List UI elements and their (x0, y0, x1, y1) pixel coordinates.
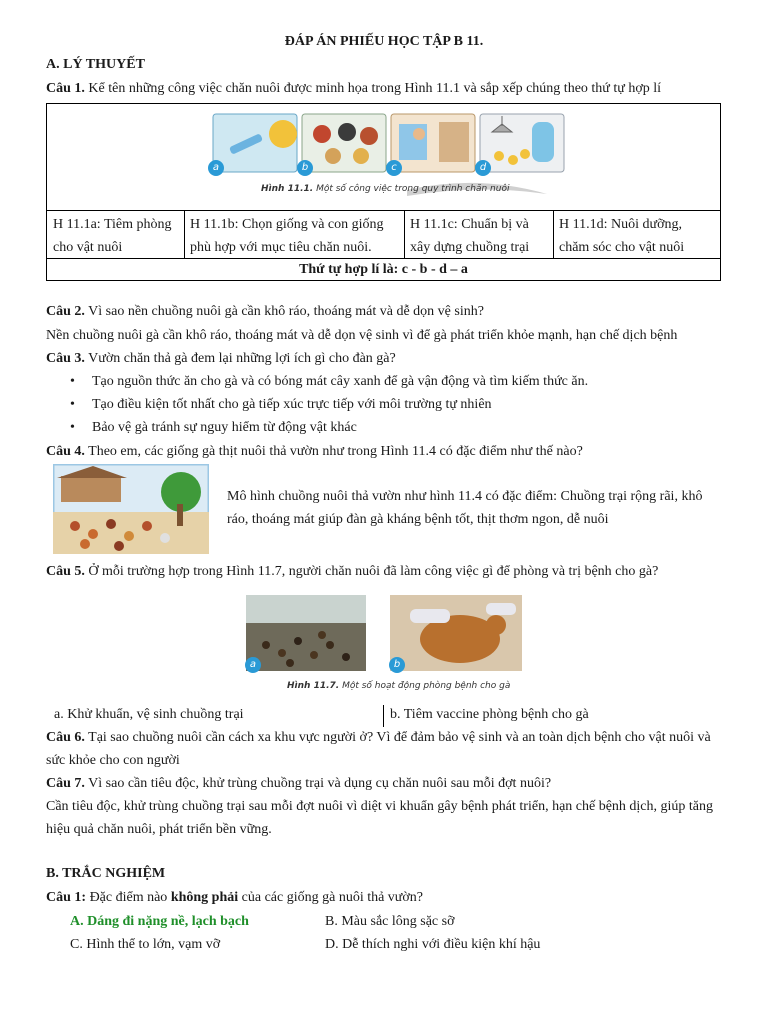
question-4-label: Câu 4. (46, 444, 85, 459)
badge-a: a (208, 160, 224, 176)
badge-a: a (245, 657, 261, 673)
question-7 (46, 772, 726, 795)
question-2-text: Vì sao nền chuồng nuôi gà cần khô ráo, thoáng mát và dễ dọn vệ sinh? (84, 304, 484, 319)
question-7-text: Vì sao cần tiêu độc, khử trùng chuồng trại và dụng cụ chăn nuôi sau mỗi đợt nuôi? (84, 776, 552, 791)
question-5 (46, 560, 726, 583)
question-1-text: Kể tên những công việc chăn nuôi được minh họa trong Hình 11.1 và sắp xếp chúng theo thứ tự hợp lí (84, 81, 662, 96)
option-b[interactable]: B. Màu sắc lông sặc sỡ (325, 914, 455, 929)
option-a-correct[interactable]: A. Dáng đi nặng nề, lạch bạch (70, 914, 249, 929)
question-3-text: Vườn chăn thả gà đem lại những lợi ích gì cho đàn gà? (84, 351, 396, 366)
figure-11-1 (47, 104, 720, 211)
question-1-label: Câu 1. (46, 81, 85, 96)
option-c[interactable]: C. Hình thể to lớn, vạm vỡ (70, 937, 221, 952)
mc-question-1 (46, 886, 726, 909)
question-3-label: Câu 3. (46, 351, 85, 366)
table-cell-a: H 11.1a: Tiêm phòng cho vật nuôi (53, 217, 172, 255)
answer-divider (383, 705, 384, 727)
question-7-answer: Cần tiêu độc, khử trùng chuồng trại sau mỗi đợt nuôi vì diệt vi khuẩn gây bệnh phát triển, hạn chế bệnh dịch, giúp tăng hiệu quả chăn nuôi, phát triển bền vững. (46, 799, 714, 837)
question-7-label: Câu 7. (46, 776, 85, 791)
badge-c: c (386, 160, 402, 176)
question-1 (46, 77, 726, 100)
question-2 (46, 300, 726, 323)
list-item: • Tạo điều kiện tốt nhất cho gà tiếp xúc trực tiếp với môi trường tự nhiên (70, 393, 588, 416)
option-d[interactable]: D. Dễ thích nghi với điều kiện khí hậu (325, 937, 541, 952)
question-6-label: Câu 6. (46, 730, 85, 745)
answer-table (46, 103, 721, 281)
figure-11-1-caption-label: Hình 11.1. (261, 184, 314, 194)
question-6-text: Tại sao chuồng nuôi cần cách xa khu vực người ở? Vì để đảm bảo vệ sinh và an toàn dịch bệnh cho vật nuôi và sức khỏe cho con người (46, 730, 711, 768)
section-a-heading: A. LÝ THUYẾT (46, 57, 145, 72)
table-cell-c: H 11.1c: Chuẩn bị và xây dựng chuồng trại (410, 217, 530, 255)
table-cell-b: H 11.1b: Chọn giống và con giống phù hợp với mục tiêu chăn nuôi. (190, 217, 384, 255)
question-4-text: Theo em, các giống gà thịt nuôi thả vườn như trong Hình 11.4 có đặc điểm như thế nào? (84, 444, 583, 459)
question-4-answer: Mô hình chuồng nuôi thả vườn như hình 11.4 có đặc điểm: Chuồng trại rộng rãi, khô ráo, thoáng mát giúp đàn gà kháng bệnh tốt, thịt thơm ngon, dễ nuôi (227, 489, 703, 527)
list-item: • Bảo vệ gà tránh sự nguy hiểm từ động vật khác (70, 416, 588, 439)
figure-11-7b-image (390, 595, 522, 671)
mc-question-1-emphasis: không phải (170, 890, 239, 905)
figure-11-1-caption (261, 184, 509, 194)
question-2-label: Câu 2. (46, 304, 85, 319)
figure-11-7-caption (287, 681, 510, 691)
mc-question-1-text-pre: Đặc điểm nào (86, 890, 171, 905)
figure-11-7a-image (246, 595, 366, 671)
question-5-text: Ở mỗi trường hợp trong Hình 11.7, người chăn nuôi đã làm công việc gì để phòng và trị bệnh cho gà? (84, 564, 659, 579)
badge-b: b (297, 160, 313, 176)
section-b-heading: B. TRẮC NGHIỆM (46, 866, 166, 881)
mc-question-1-text-post: của các giống gà nuôi thả vườn? (238, 890, 424, 905)
figure-11-7-caption-text: Một số hoạt động phòng bệnh cho gà (339, 681, 511, 691)
figure-11-4-image (53, 464, 209, 554)
mc-question-1-label: Câu 1: (46, 890, 87, 905)
question-2-answer: Nền chuồng nuôi gà cần khô ráo, thoáng mát và dễ dọn vệ sinh vì để gà phát triển khỏe mạnh, hạn chế dịch bệnh (46, 328, 678, 343)
question-5-answer-a: a. Khử khuẩn, vệ sinh chuồng trại (54, 707, 244, 722)
table-cell-d: H 11.1d: Nuôi dưỡng, chăm sóc cho vật nuôi (559, 217, 685, 255)
question-3-answer-list (70, 370, 588, 439)
table-row (47, 210, 720, 259)
figure-11-1-caption-text: Một số công việc trong quy trình chăn nuôi (313, 184, 510, 194)
badge-d: d (475, 160, 491, 176)
question-5-label: Câu 5. (46, 564, 85, 579)
badge-b: b (389, 657, 405, 673)
question-3 (46, 347, 726, 370)
page-title: ĐÁP ÁN PHIẾU HỌC TẬP B 11. (284, 34, 484, 49)
question-6 (46, 726, 726, 772)
question-4 (46, 440, 726, 463)
figure-11-7-caption-label: Hình 11.7. (287, 681, 340, 691)
question-5-answer-b: b. Tiêm vaccine phòng bệnh cho gà (390, 707, 589, 722)
table-order-row: Thứ tự hợp lí là: c - b - d – a (299, 262, 468, 277)
list-item: • Tạo nguồn thức ăn cho gà và có bóng mát cây xanh để gà vận động và tìm kiếm thức ăn. (70, 370, 588, 393)
